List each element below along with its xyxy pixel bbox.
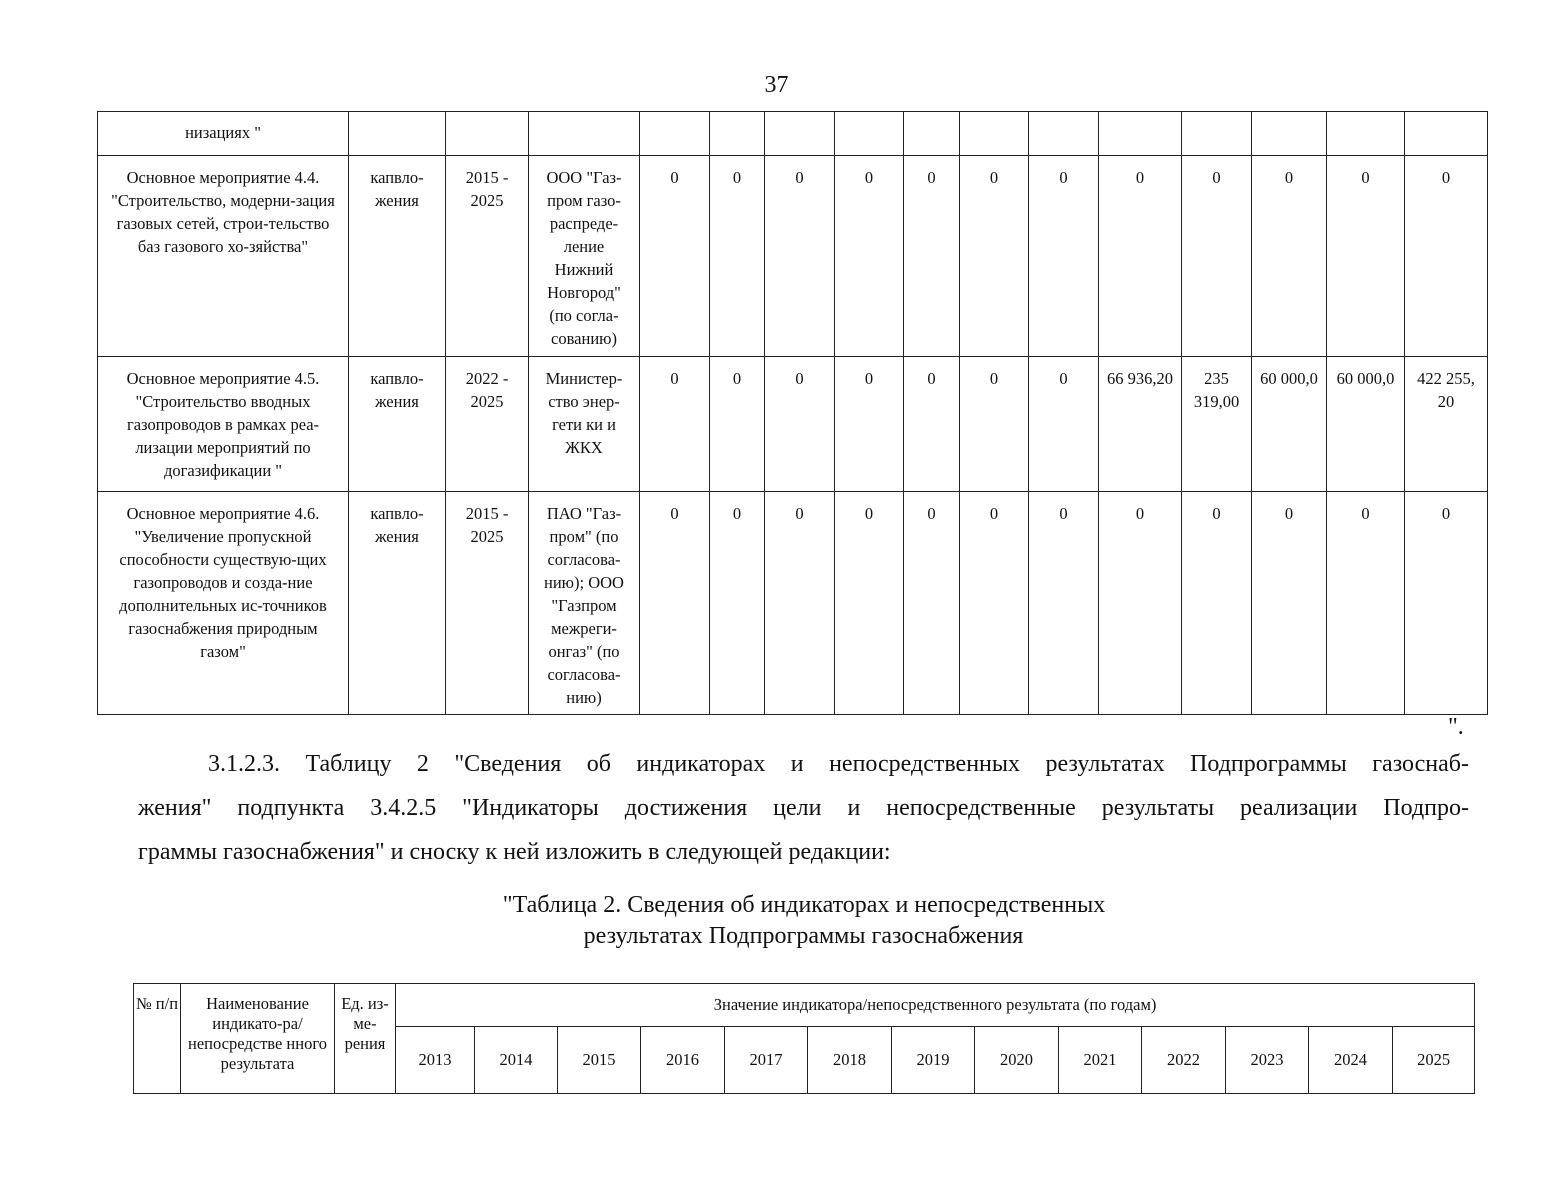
year-header: 2016 bbox=[641, 1027, 725, 1094]
activity-name: Основное мероприятие 4.4. "Строительство, модерни-зация газовых сетей, строи-тельство баз газового хо-зяйства" bbox=[98, 156, 349, 357]
col-unit-header: Ед. из-ме-рения bbox=[335, 984, 396, 1094]
year-header: 2018 bbox=[808, 1027, 892, 1094]
value-cell: 0 bbox=[1327, 492, 1405, 715]
paragraph-line-3: граммы газоснабжения" и сноску к ней изложить в следующей редакции: bbox=[138, 839, 891, 865]
value-cell: 0 bbox=[960, 492, 1029, 715]
value-cell: 0 bbox=[835, 357, 904, 492]
value-cell: 0 bbox=[1029, 357, 1099, 492]
year-header: 2022 bbox=[1142, 1027, 1226, 1094]
paragraph-line-1: 3.1.2.3. Таблицу 2 "Сведения об индикаторах и непосредственных результатах Подпрограммы газоснаб- bbox=[208, 751, 1469, 777]
value-cell: 0 bbox=[1252, 156, 1327, 357]
col-name-header: Наименование индикато-ра/непосредстве нного результата bbox=[181, 984, 335, 1094]
value-cell: 0 bbox=[765, 492, 835, 715]
activity-type: капвло-жения bbox=[349, 156, 446, 357]
value-cell: 0 bbox=[1252, 492, 1327, 715]
value-cell: 0 bbox=[1029, 492, 1099, 715]
paragraph-line-2: жения" подпункта 3.4.2.5 "Индикаторы достижения цели и непосредственные результаты реализации Подпро- bbox=[138, 795, 1469, 821]
activity-name: Основное мероприятие 4.5. "Строительство вводных газопроводов в рамках реа-лизации мероприятий по догазификации " bbox=[98, 357, 349, 492]
table-header-row bbox=[134, 984, 1475, 1027]
value-cell: 0 bbox=[904, 492, 960, 715]
value-cell: 0 bbox=[960, 357, 1029, 492]
value-cell: 0 bbox=[835, 492, 904, 715]
year-header: 2014 bbox=[475, 1027, 558, 1094]
funding-table-continuation bbox=[97, 111, 1488, 715]
activity-responsible: Министер-ство энер-гети ки и ЖКХ bbox=[529, 357, 640, 492]
value-cell: 0 bbox=[835, 156, 904, 357]
year-header: 2024 bbox=[1309, 1027, 1393, 1094]
value-cell: 60 000,0 bbox=[1252, 357, 1327, 492]
page-number: 37 bbox=[764, 72, 789, 98]
value-cell: 235 319,00 bbox=[1182, 357, 1252, 492]
value-cell: 0 bbox=[1182, 492, 1252, 715]
value-cell: 0 bbox=[765, 357, 835, 492]
table-row bbox=[98, 492, 1488, 715]
value-cell: 0 bbox=[904, 357, 960, 492]
value-cell: 0 bbox=[1099, 156, 1182, 357]
value-cell: 0 bbox=[710, 492, 765, 715]
closing-quote: ". bbox=[1448, 714, 1464, 740]
value-cell: 0 bbox=[640, 156, 710, 357]
year-header: 2021 bbox=[1059, 1027, 1142, 1094]
value-cell: 0 bbox=[1182, 156, 1252, 357]
table-row bbox=[98, 112, 1488, 156]
activity-name: Основное мероприятие 4.6. "Увеличение пропускной способности существую-щих газопроводов и созда-ние дополнительных ис-точников газоснабжения природным газом" bbox=[98, 492, 349, 715]
value-cell: 0 bbox=[1029, 156, 1099, 357]
col-number-header: № п/п bbox=[134, 984, 181, 1094]
activity-period: 2022 - 2025 bbox=[446, 357, 529, 492]
value-cell: 66 936,20 bbox=[1099, 357, 1182, 492]
value-cell: 0 bbox=[960, 156, 1029, 357]
table-caption-line-2: результатах Подпрограммы газоснабжения bbox=[583, 923, 1024, 949]
value-cell: 0 bbox=[710, 156, 765, 357]
activity-responsible: ПАО "Газ-пром" (по согласова-нию); ООО "Газпром межреги-онгаз" (по согласова-нию) bbox=[529, 492, 640, 715]
value-cell: 0 bbox=[904, 156, 960, 357]
table-caption-line-1: "Таблица 2. Сведения об индикаторах и непосредственных bbox=[502, 892, 1106, 918]
year-header: 2025 bbox=[1393, 1027, 1475, 1094]
year-header: 2013 bbox=[396, 1027, 475, 1094]
year-header: 2019 bbox=[892, 1027, 975, 1094]
value-cell: 0 bbox=[1327, 156, 1405, 357]
value-cell: 0 bbox=[1405, 492, 1488, 715]
year-header: 2015 bbox=[558, 1027, 641, 1094]
values-span-header: Значение индикатора/непосредственного результата (по годам) bbox=[396, 984, 1475, 1027]
value-cell: 0 bbox=[640, 357, 710, 492]
value-cell: 0 bbox=[710, 357, 765, 492]
value-cell: 0 bbox=[1405, 156, 1488, 357]
value-cell: 0 bbox=[1099, 492, 1182, 715]
activity-period: 2015 - 2025 bbox=[446, 156, 529, 357]
year-header: 2020 bbox=[975, 1027, 1059, 1094]
value-cell: 422 255, 20 bbox=[1405, 357, 1488, 492]
indicators-table bbox=[133, 983, 1475, 1094]
activity-type: капвло-жения bbox=[349, 357, 446, 492]
table-row bbox=[98, 357, 1488, 492]
activity-responsible: ООО "Газ-пром газо-распреде-ление Нижний Новгород" (по согла-сованию) bbox=[529, 156, 640, 357]
year-header: 2023 bbox=[1226, 1027, 1309, 1094]
activity-type: капвло-жения bbox=[349, 492, 446, 715]
continued-cell: низациях " bbox=[98, 112, 349, 156]
activity-period: 2015 - 2025 bbox=[446, 492, 529, 715]
table-row bbox=[98, 156, 1488, 357]
year-header: 2017 bbox=[725, 1027, 808, 1094]
value-cell: 0 bbox=[765, 156, 835, 357]
value-cell: 60 000,0 bbox=[1327, 357, 1405, 492]
value-cell: 0 bbox=[640, 492, 710, 715]
